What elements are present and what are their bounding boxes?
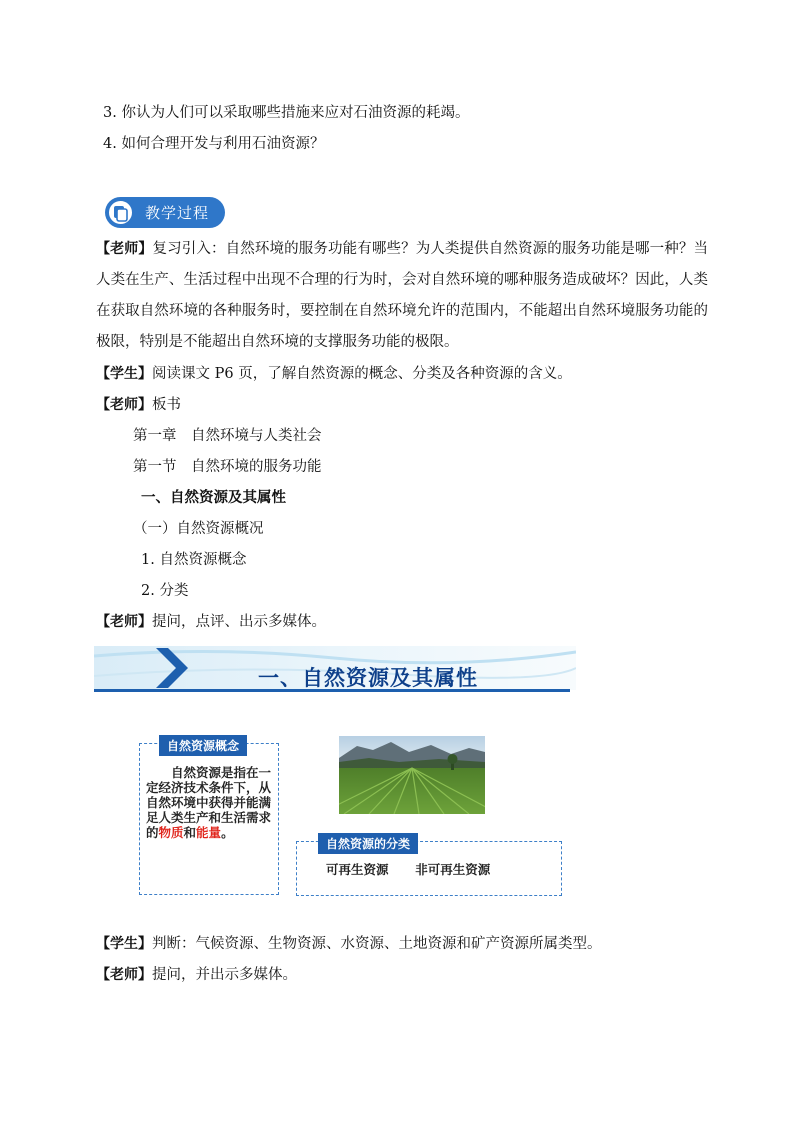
board-chapter: 第一章 自然环境与人类社会 xyxy=(133,428,322,444)
paragraph-text: 提问，并出示多媒体。 xyxy=(152,967,297,983)
board-subheading: （一）自然资源概况 xyxy=(133,521,264,537)
board-item-1: 1. 自然资源概念 xyxy=(141,552,247,568)
concept-end: 。 xyxy=(221,825,234,840)
paragraph-text: 板书 xyxy=(152,397,181,413)
paragraph-review xyxy=(96,234,708,358)
pages-icon xyxy=(106,198,135,227)
classification-box-label: 自然资源的分类 xyxy=(318,833,418,854)
paragraph-student-judge xyxy=(96,934,602,954)
paragraph-text: 判断：气候资源、生物资源、水资源、土地资源和矿产资源所属类型。 xyxy=(152,936,602,952)
speaker-label: 【学生】 xyxy=(96,366,152,382)
slide-title: 一、自然资源及其属性 xyxy=(258,666,478,690)
speaker-label: 【学生】 xyxy=(96,936,152,952)
speaker-label: 【老师】 xyxy=(96,614,152,630)
board-section: 第一节 自然环境的服务功能 xyxy=(133,459,322,475)
section-badge xyxy=(105,197,225,228)
concept-energy: 能量 xyxy=(196,825,222,840)
farmland-photo xyxy=(339,736,485,814)
classification-items xyxy=(326,860,490,878)
concept-box-label: 自然资源概念 xyxy=(159,735,247,756)
concept-matter: 物质 xyxy=(158,825,184,840)
speaker-label: 【老师】 xyxy=(96,967,152,983)
paragraph-teacher-question xyxy=(96,612,326,632)
paragraph-text: 提问，点评、出示多媒体。 xyxy=(152,614,326,630)
question-4: 4. 如何合理开发与利用石油资源？ xyxy=(103,136,325,152)
concept-text xyxy=(146,765,274,840)
paragraph-text: 阅读课文 P6 页，了解自然资源的概念、分类及各种资源的含义。 xyxy=(152,366,572,382)
concept-and: 和 xyxy=(183,825,197,840)
board-item-2: 2. 分类 xyxy=(141,583,189,599)
section-badge-label: 教学过程 xyxy=(145,204,210,222)
question-3: 3. 你认为人们可以采取哪些措施来应对石油资源的耗竭。 xyxy=(103,105,470,121)
paragraph-text: 复习引入：自然环境的服务功能有哪些？为人类提供自然资源的服务功能是哪一种？当人类在生产、生活过程中出现不合理的行为时，会对自然环境的哪种服务造成破坏？因此，人类在获取自然环境的各种服务时，要控制在自然环境允许的范围内，不能超出自然环境服务功能的极限，特别是不能超出自然环境的支撑服务功能的极限。 xyxy=(96,241,709,350)
renewable-resource: 可再生资源 xyxy=(326,862,389,877)
board-heading: 一、自然资源及其属性 xyxy=(141,490,286,506)
paragraph-board xyxy=(96,395,181,415)
concept-text-main: 自然资源是指在一定经济技术条件下，从自然环境中获得并能满足人类生产和生活需求的 xyxy=(146,765,272,840)
nonrenewable-resource: 非可再生资源 xyxy=(415,862,491,877)
paragraph-teacher-media xyxy=(96,965,297,985)
speaker-label: 【老师】 xyxy=(96,241,153,257)
speaker-label: 【老师】 xyxy=(96,397,152,413)
paragraph-student-reading xyxy=(96,364,572,384)
